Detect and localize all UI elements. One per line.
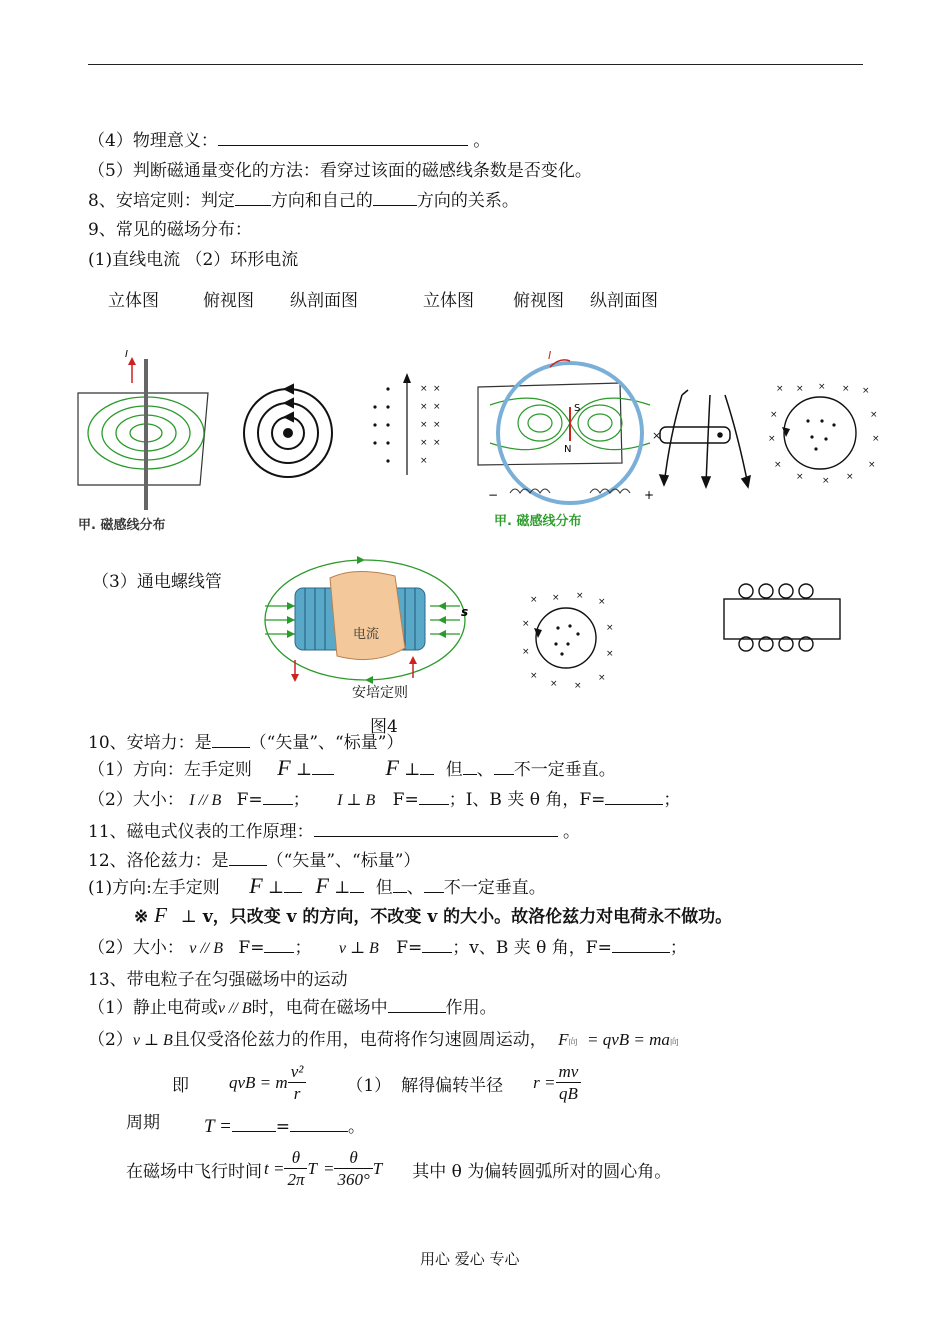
blank-s10-vector[interactable]: [212, 731, 250, 748]
svg-text:×: ×: [774, 460, 782, 470]
svg-text:×: ×: [598, 673, 606, 683]
view-label: 俯视图: [513, 291, 564, 311]
svg-text:×: ×: [818, 382, 826, 392]
view-label: 纵剖面图: [590, 291, 658, 311]
blank-meter-principle[interactable]: [314, 820, 558, 837]
svg-text:×: ×: [870, 410, 878, 420]
fraction-theta-2pi: $\frac{\theta}{2\pi}$: [284, 1148, 307, 1191]
s10-magnitude: （2）大小： I // B F= ； I ⊥ B F= ；I、B 夹 θ 角，F= ；: [88, 790, 681, 810]
figure-caption: 甲. 磁感线分布: [78, 518, 166, 533]
figure-label: 图4: [370, 717, 398, 737]
hand-current-text: 电流: [353, 627, 380, 642]
view-label: 立体图: [423, 291, 474, 311]
header-rule: [88, 64, 863, 65]
blank-f-v-parallel[interactable]: [264, 936, 294, 953]
view-label: 纵剖面图: [290, 291, 358, 311]
fraction-mv-qb: $\frac{mv}{qB}$: [556, 1062, 582, 1105]
s13-title: 13、带电粒子在匀强磁场中的运动: [88, 970, 348, 990]
ring-s-label: S: [574, 403, 581, 414]
svg-text:×: ×: [770, 410, 778, 420]
svg-text:×: ×: [420, 438, 428, 448]
svg-text:×: ×: [420, 384, 428, 394]
current-label: I: [125, 349, 128, 360]
blank-period-2[interactable]: [290, 1115, 348, 1132]
s-pole-label: s: [461, 605, 469, 619]
blank-f-theta[interactable]: [605, 788, 663, 805]
solenoid-top-view: [518, 590, 618, 690]
svg-text:−: −: [488, 488, 499, 502]
s13-time: 在磁场中飞行时间 t = $\frac{\theta}{2\pi}$ T = $\frac{\theta}{360^\circ}$ T 其中 θ 为偏转圆弧所对的圆心角。: [126, 1147, 672, 1189]
svg-text:×: ×: [550, 679, 558, 689]
svg-text:×: ×: [420, 456, 428, 466]
s13-line-1: （1）静止电荷或v // B时，电荷在磁场中 作用。: [88, 998, 497, 1018]
blank-period-1[interactable]: [232, 1115, 276, 1132]
svg-text:×: ×: [574, 681, 582, 690]
blank-f-perp[interactable]: [419, 788, 449, 805]
ring-current-section: [652, 390, 750, 487]
svg-text:×: ×: [872, 434, 880, 444]
blank-ampere-1[interactable]: [235, 189, 271, 206]
straight-current-top-view: [244, 385, 332, 477]
blank-perp-1[interactable]: [312, 764, 334, 775]
line-4: （4）物理意义： 。: [88, 131, 491, 151]
figure-caption: 甲. 磁感线分布: [494, 514, 582, 529]
blank-but-3[interactable]: [393, 876, 407, 893]
ring-current-3d-figure: [478, 349, 654, 529]
blank-but-4[interactable]: [424, 876, 444, 893]
svg-text:×: ×: [776, 384, 784, 394]
svg-text:×: ×: [552, 593, 560, 603]
s10-title: 10、安培力：是 （“矢量”、“标量”）: [88, 733, 404, 753]
svg-text:×: ×: [420, 420, 428, 430]
blank-f-v-theta[interactable]: [612, 936, 670, 953]
solenoid-hand-figure: [255, 548, 480, 700]
s12-title: 12、洛伦兹力：是 （“矢量”、“标量”）: [88, 851, 421, 871]
blank-static-charge[interactable]: [388, 996, 446, 1013]
fraction-theta-360: $\frac{\theta}{360^\circ}$: [334, 1148, 372, 1191]
s13-period-label: 周期: [126, 1113, 160, 1133]
svg-text:×: ×: [768, 434, 776, 444]
svg-text:×: ×: [796, 472, 804, 482]
blank-s12-vector[interactable]: [229, 849, 267, 866]
svg-text:×: ×: [652, 429, 662, 442]
svg-text:×: ×: [433, 438, 441, 448]
blank-but-1[interactable]: [463, 758, 477, 775]
line-5: （5）判断磁通量变化的方法：看穿过该面的磁感线条数是否变化。: [88, 161, 592, 181]
s13-equation-1: 即 qvB = m $\frac{\text{v²}}{r}$ （1） 解得偏转半径 r = $\frac{mv}{qB}$: [172, 1058, 581, 1108]
line-9: 9、常见的磁场分布：: [88, 220, 252, 240]
svg-text:×: ×: [433, 420, 441, 430]
svg-text:×: ×: [576, 591, 584, 601]
blank-physical-meaning[interactable]: [218, 129, 468, 146]
svg-text:×: ×: [842, 384, 850, 394]
hand-caption: 安培定则: [352, 685, 408, 701]
solenoid-section: [718, 580, 846, 654]
svg-text:×: ×: [420, 402, 428, 412]
svg-text:×: ×: [822, 476, 830, 486]
s12-magnitude: （2）大小： v // B F= ； v ⊥ B F= ；v、B 夹 θ 角，F= ；: [88, 938, 687, 958]
ring-current-top-view: [768, 382, 880, 486]
blank-ampere-2[interactable]: [373, 189, 417, 206]
svg-text:×: ×: [606, 623, 614, 633]
svg-text:×: ×: [522, 647, 530, 657]
s13-period: T = = 。: [204, 1116, 366, 1137]
blank-but-2[interactable]: [494, 758, 514, 775]
line-9-sub: (1)直线电流 （2）环形电流: [88, 250, 299, 270]
blank-f-v-perp[interactable]: [422, 936, 452, 953]
s11-line: 11、磁电式仪表的工作原理： 。: [88, 822, 581, 842]
straight-current-section: [373, 373, 440, 475]
blank-perp-3[interactable]: [284, 882, 302, 893]
svg-text:×: ×: [433, 384, 441, 394]
s12-direction: (1)方向:左手定则 F ⊥ F ⊥ 但 、 不一定垂直。: [88, 873, 546, 898]
svg-text:×: ×: [433, 402, 441, 412]
svg-text:×: ×: [522, 619, 530, 629]
fraction-v2-r: $\frac{\text{v²}}{r}$: [288, 1062, 307, 1105]
blank-perp-4[interactable]: [350, 882, 364, 893]
magnetic-field-figures: [70, 345, 890, 540]
svg-text:×: ×: [862, 386, 870, 396]
svg-text:×: ×: [606, 649, 614, 659]
s13-line-2: （2）v ⊥ B且仅受洛伦兹力的作用，电荷将作匀速圆周运动， F向 = qvB = ma向: [88, 1030, 679, 1050]
blank-perp-2[interactable]: [420, 764, 434, 775]
straight-current-3d-figure: [78, 349, 208, 533]
svg-text:×: ×: [868, 460, 876, 470]
view-label: 俯视图: [203, 291, 254, 311]
blank-f-parallel[interactable]: [263, 788, 293, 805]
svg-text:+: +: [644, 488, 655, 502]
svg-text:×: ×: [846, 472, 854, 482]
line-8: 8、安培定则：判定 方向和自己的 方向的关系。: [88, 191, 519, 211]
view-label: 立体图: [108, 291, 159, 311]
ring-n-label: N: [564, 444, 572, 455]
svg-text:×: ×: [796, 384, 804, 394]
svg-text:I: I: [548, 349, 552, 362]
svg-text:×: ×: [598, 597, 606, 607]
solenoid-label: （3）通电螺线管: [92, 572, 222, 592]
svg-text:×: ×: [530, 595, 538, 605]
s12-note: ※ F ⊥ v，只改变 v 的方向，不改变 v 的大小。故洛伦兹力对电荷永不做功。: [134, 903, 733, 927]
page-footer: 用心 爱心 专心: [420, 1250, 520, 1268]
svg-text:×: ×: [530, 671, 538, 681]
s10-direction: （1）方向：左手定则 F ⊥ F ⊥ 但 、 不一定垂直。: [88, 755, 616, 780]
